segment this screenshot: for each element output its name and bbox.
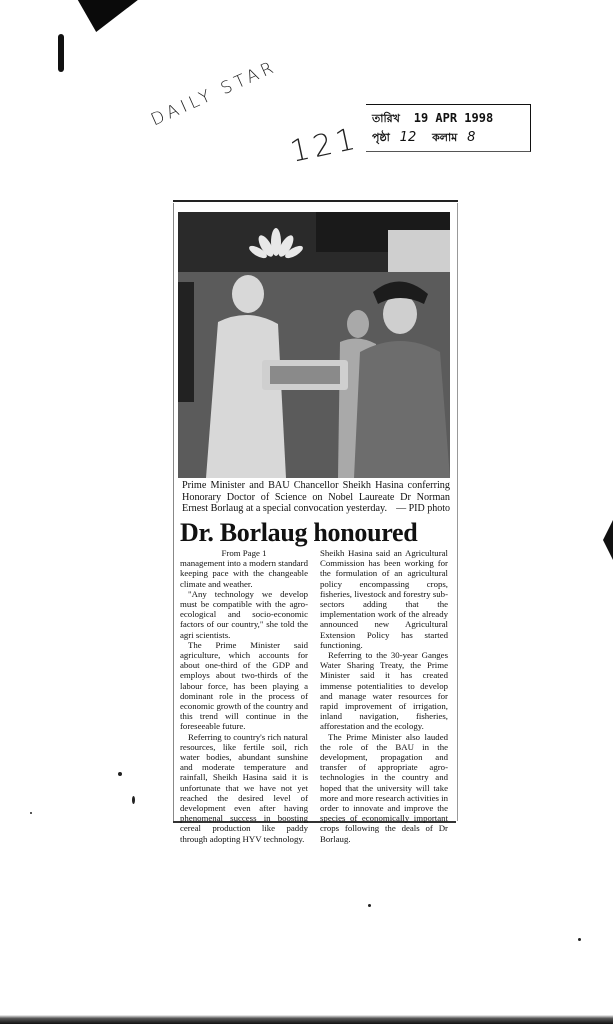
scan-speck [578, 938, 581, 941]
stamp-page-label: পৃষ্ঠা [372, 131, 390, 144]
stamp-date-row [372, 110, 493, 129]
scan-speck [30, 812, 32, 814]
stamp-date-value: 19 APR 1998 [413, 111, 494, 125]
stamp-page-value: 12 [399, 130, 417, 145]
scan-edge-mark [58, 34, 64, 72]
article-column-left [180, 548, 308, 844]
paragraph: The Prime Minister said agriculture, which accounts for about one-third of the GDP and employs about two-thirds of the labour force, has been playing a dominant role in the process of economic growth of the country and this trend will continue in the foreseeable future. [180, 639, 308, 732]
dateline: From Page 1 [221, 548, 267, 558]
paragraph: management into a modern standard keeping pace with the changeable climate and weather. [180, 558, 309, 589]
handwritten-number-note: 121 [287, 121, 363, 170]
photo-caption [182, 480, 450, 515]
stamp-page-row [372, 129, 475, 148]
stamp-date-label: তারিখ [372, 112, 400, 125]
scan-speck [118, 772, 122, 776]
caption-text: Prime Minister and BAU Chancellor Sheikh Hasina conferring Honorary Doctor of Science on Nobel Laureate Dr Norman Ernest Borlaug at a special convocation yesterday. [182, 480, 450, 515]
clipping-top-rule [173, 200, 458, 202]
paragraph: The Prime Minister also lauded the role of the BAU in the development, propagation and transfer of appropriate agro-technologies in the country and hoped that the university will take more and more research activities in order to innovate and improve the species of economically important crops following the deals of Dr Borlaug. [320, 731, 448, 844]
paragraph: Referring to the 30-year Ganges Water Sharing Treaty, the Prime Minister said it has created immense potentialities to develop and manage water resources for rapid improvement of irrigation, inland navigation, fisheries, afforestation and the ecology. [320, 650, 448, 732]
scan-speck [132, 796, 135, 804]
scan-bottom-edge [0, 1010, 613, 1024]
stamp-column-value: 8 [467, 130, 476, 145]
plaque [262, 360, 348, 390]
stamp-column-label: কলাম [432, 131, 458, 144]
date-stamp [366, 104, 531, 152]
paragraph: "Any technology we develop must be compatible with the agro-ecological and socio-economic factors of our country," she told the agri scientists. [180, 588, 308, 640]
paragraph: Referring to country's rich natural resources, like fertile soil, rich water bodies, abundant sunshine and moderate temperature and rainfall, Sheikh Hasina said it is unfortunate that we have not yet reached the desired level of development even after having phenomenal success in boosting cereal production like paddy through adopting HYV technology. [180, 731, 308, 844]
handwritten-source-note: DAILY STAR [148, 56, 281, 131]
scan-corner-mark [66, 0, 138, 32]
photo-credit: — PID photo [396, 503, 450, 515]
scan-edge-mark-right [603, 520, 613, 560]
article-column-right [320, 548, 448, 844]
article-headline: Dr. Borlaug honoured [180, 518, 418, 547]
scan-speck [368, 904, 371, 907]
photo-illustration [178, 212, 450, 478]
news-photo [178, 212, 450, 478]
paragraph: Sheikh Hasina said an Agricultural Commission has been working for the formulation of an agricultural policy encompassing crops, fisheries, livestock and forestry sub-sectors adding that the implementation work of the already announced new Agricultural Extension Policy has started functioning. [320, 548, 448, 650]
